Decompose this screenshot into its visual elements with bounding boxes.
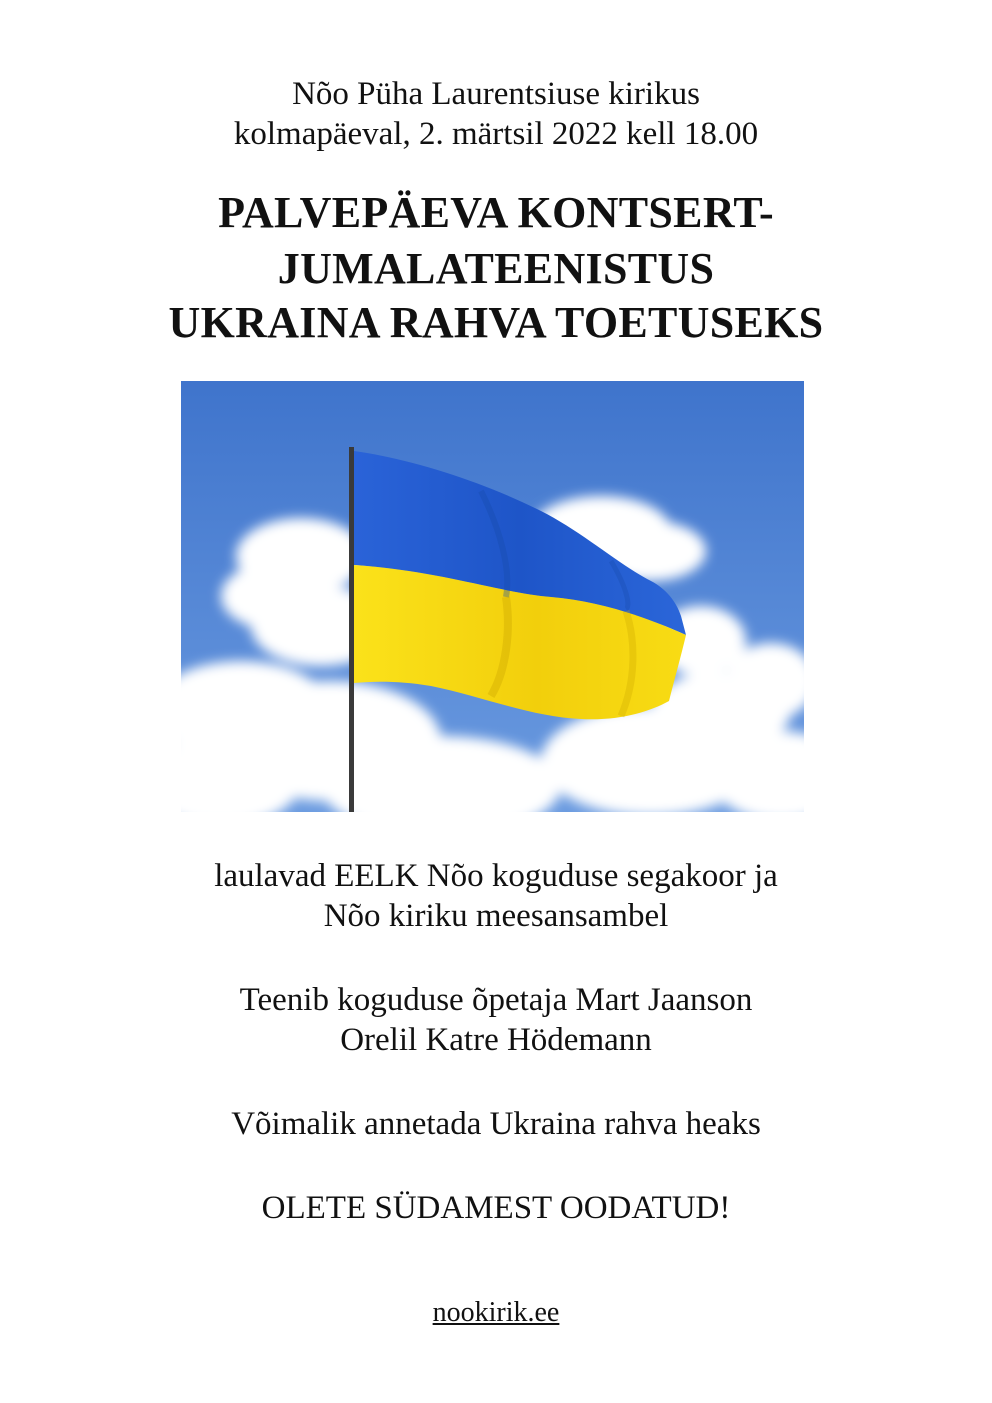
organ-line: Orelil Katre Hödemann [340,1022,652,1058]
website-link[interactable]: nookirik.ee [432,1297,560,1328]
welcome-line: OLETE SÜDAMEST OODATUD! [261,1190,731,1226]
title-line-1: PALVEPÄEVA KONTSERT- [218,188,774,237]
title-line-3: UKRAINA RAHVA TOETUSEKS [168,298,824,347]
choir-line-1: laulavad EELK Nõo koguduse segakoor ja [214,858,778,894]
flag-pole [349,447,354,812]
datetime-line: kolmapäeval, 2. märtsil 2022 kell 18.00 [233,116,759,152]
donation-line: Võimalik annetada Ukraina rahva heaks [231,1106,761,1142]
ukraine-flag-photo [181,381,804,812]
venue-line: Nõo Püha Laurentsiuse kirikus [292,76,700,112]
choir-line-2: Nõo kiriku meesansambel [323,898,669,934]
pastor-line: Teenib koguduse õpetaja Mart Jaanson [239,982,753,1018]
website-container [0,1296,992,1330]
title-line-2: JUMALATEENISTUS [277,244,715,293]
